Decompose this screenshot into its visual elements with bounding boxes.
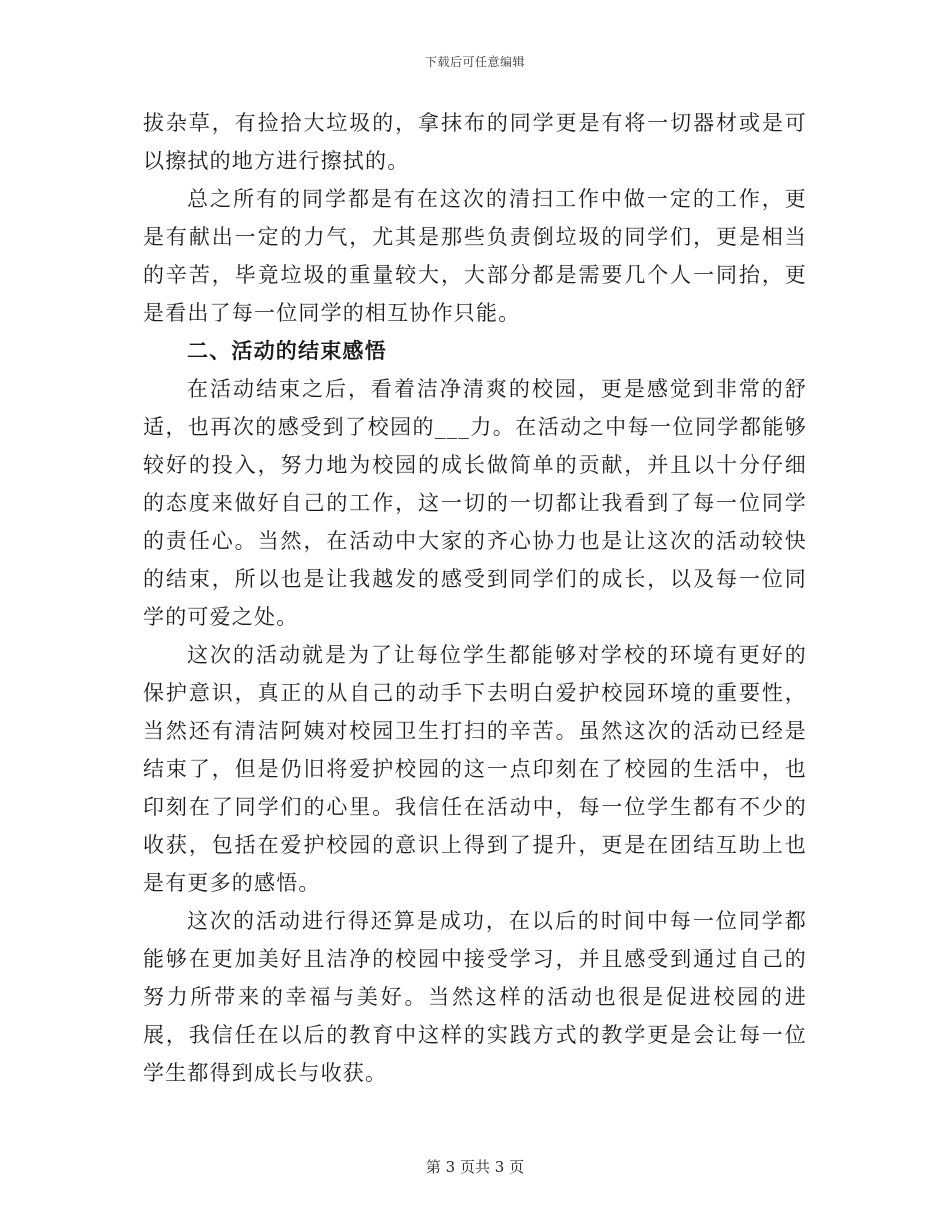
paragraph: 在活动结束之后，看着洁净清爽的校园，更是感觉到非常的舒适，也再次的感受到了校园的___力。在活动之中每一位同学都能够较好的投入，努力地为校园的成长做简单的贡献，并且以十分仔细的态度来做好自己的工作，这一切的一切都让我看到了每一位同学的责任心。当然，在活动中大家的齐心协力也是让这次的活动较快的结束，所以也是让我越发的感受到同学们的成长，以及每一位同学的可爱之处。 — [143, 377, 807, 629]
document-body — [143, 104, 807, 1092]
paragraph: 这次的活动进行得还算是成功，在以后的时间中每一位同学都能够在更加美好且洁净的校园中接受学习，并且感受到通过自己的努力所带来的幸福与美好。当然这样的活动也很是促进校园的进展，我信任在以后的教育中这样的实践方式的教学更是会让每一位学生都得到成长与收获。 — [143, 909, 807, 1085]
paragraph: 总之所有的同学都是有在这次的清扫工作中做一定的工作，更是有献出一定的力气，尤其是那些负责倒垃圾的同学们，更是相当的辛苦，毕竟垃圾的重量较大，大部分都是需要几个人一同抬，更是看出了每一位同学的相互协作只能。 — [143, 187, 807, 325]
section-heading: 二、活动的结束感悟 — [187, 339, 387, 363]
page-header: 下载后可任意编辑 — [424, 55, 525, 69]
paragraph: 这次的活动就是为了让每位学生都能够对学校的环境有更好的保护意识，真正的从自己的动手下去明白爱护校园环境的重要性，当然还有清洁阿姨对校园卫生打扫的辛苦。虽然这次的活动已经是结束了，但是仍旧将爱护校园的这一点印刻在了校园的生活中，也印刻在了同学们的心里。我信任在活动中，每一位学生都有不少的收获，包括在爱护校园的意识上得到了提升，更是在团结互助上也是有更多的感悟。 — [143, 643, 807, 895]
page-number: 第 3 页共 3 页 — [425, 1158, 525, 1176]
paragraph-continued: 拔杂草，有捡拾大垃圾的，拿抹布的同学更是有将一切器材或是可以擦拭的地方进行擦拭的。 — [143, 111, 807, 173]
